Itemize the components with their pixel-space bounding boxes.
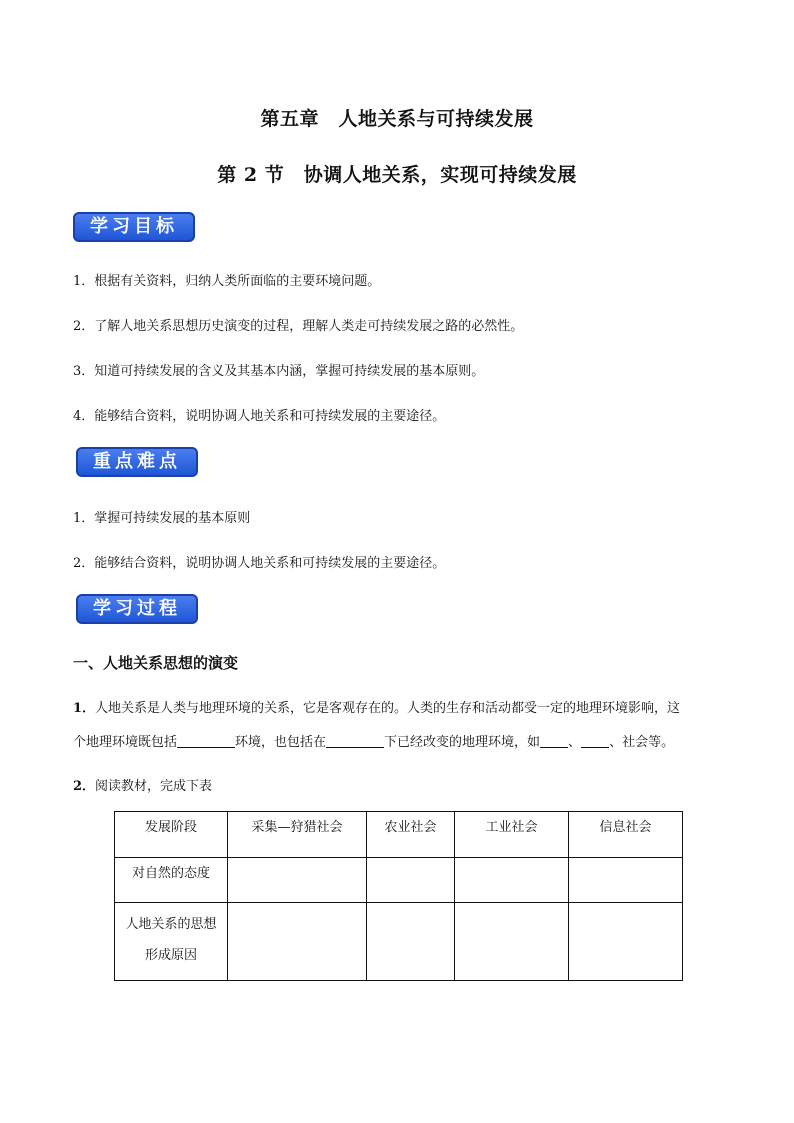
question-number: 1． xyxy=(73,701,96,716)
answer-cell[interactable] xyxy=(367,903,455,981)
table-header-cell: 农业社会 xyxy=(367,812,455,858)
stages-table xyxy=(114,811,683,981)
answer-cell[interactable] xyxy=(228,903,367,981)
key-point-item-2: 2．能够结合资料，说明协调人地关系和可持续发展的主要途径。 xyxy=(73,556,446,571)
fill-blank[interactable] xyxy=(177,734,235,748)
question-text: 人地关系是人类与地理环境的关系，它是客观存在的。人类的生存和活动都受一定的地理环境影响，这 xyxy=(95,701,681,716)
row-label-line: 形成原因 xyxy=(144,948,197,963)
answer-cell[interactable] xyxy=(455,903,569,981)
process-badge: 学习过程 xyxy=(76,594,198,624)
table-header-cell: 信息社会 xyxy=(569,812,683,858)
question-text: 个地理环境既包括 xyxy=(73,735,178,750)
question-text: 阅读教材，完成下表 xyxy=(95,779,213,794)
section-title: 第 2 节 协调人地关系，实现可持续发展 xyxy=(217,164,577,186)
chapter-title: 第五章 人地关系与可持续发展 xyxy=(260,108,534,130)
question-2 xyxy=(73,775,212,794)
question-1-line-1 xyxy=(73,697,680,716)
objective-item-4: 4．能够结合资料，说明协调人地关系和可持续发展的主要途径。 xyxy=(73,409,446,424)
question-number: 2． xyxy=(73,779,96,794)
fill-blank[interactable] xyxy=(540,734,568,748)
answer-cell[interactable] xyxy=(367,858,455,903)
fill-blank[interactable] xyxy=(581,734,609,748)
question-text: 、 xyxy=(568,735,582,750)
row-label-cell: 对自然的态度 xyxy=(115,858,228,903)
section-heading: 一、人地关系思想的演变 xyxy=(73,654,239,672)
key-point-item-1: 1．掌握可持续发展的基本原则 xyxy=(73,511,251,526)
question-text: 环境，也包括在 xyxy=(235,735,327,750)
objective-item-2: 2．了解人地关系思想历史演变的过程，理解人类走可持续发展之路的必然性。 xyxy=(73,319,524,334)
table-header-row xyxy=(115,812,683,858)
objective-item-3: 3．知道可持续发展的含义及其基本内涵，掌握可持续发展的基本原则。 xyxy=(73,364,485,379)
fill-blank[interactable] xyxy=(326,734,384,748)
table-row xyxy=(115,903,683,981)
answer-cell[interactable] xyxy=(455,858,569,903)
answer-cell[interactable] xyxy=(569,903,683,981)
row-label-line: 人地关系的思想 xyxy=(125,917,217,932)
question-text: 下已经改变的地理环境，如 xyxy=(384,735,541,750)
question-1-line-2 xyxy=(73,731,674,750)
table-header-cell: 工业社会 xyxy=(455,812,569,858)
key-points-badge: 重点难点 xyxy=(76,447,198,477)
objectives-badge: 学习目标 xyxy=(73,212,195,242)
table-header-cell: 发展阶段 xyxy=(115,812,228,858)
table-row xyxy=(115,858,683,903)
answer-cell[interactable] xyxy=(228,858,367,903)
table-header-cell: 采集—狩猎社会 xyxy=(228,812,367,858)
objective-item-1: 1．根据有关资料，归纳人类所面临的主要环境问题。 xyxy=(73,274,381,289)
row-label-cell xyxy=(115,903,228,981)
answer-cell[interactable] xyxy=(569,858,683,903)
question-text: 、社会等。 xyxy=(609,735,675,750)
